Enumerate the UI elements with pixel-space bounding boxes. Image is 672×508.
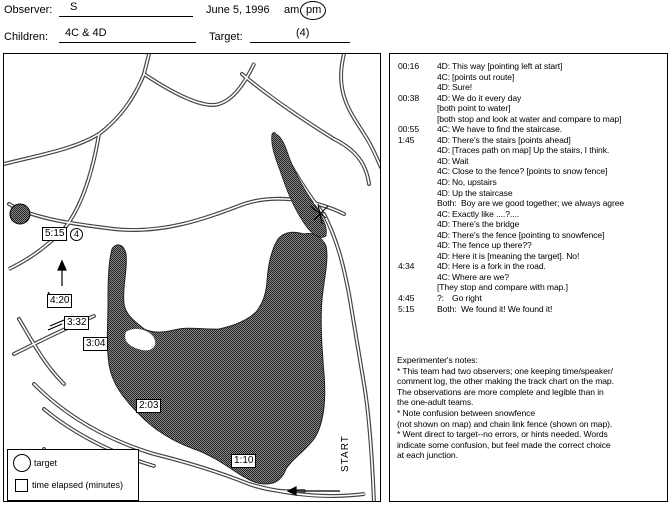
log-text: Up the staircase: [452, 187, 513, 198]
log-time: 00:55: [398, 124, 420, 135]
log-speaker: 4D:: [437, 261, 451, 272]
log-text: There's the bridge: [452, 219, 520, 230]
notes-line: at each junction.: [397, 450, 458, 461]
log-text: Where are we?: [452, 271, 509, 282]
log-row: [390, 240, 668, 251]
log-speaker: 4D:: [437, 145, 451, 156]
log-speaker: 4D:: [437, 187, 451, 198]
log-row: [390, 82, 668, 93]
target-label: Target:: [209, 31, 243, 43]
log-row: [390, 272, 668, 283]
log-row: [390, 209, 668, 220]
target-underline: [250, 42, 350, 43]
log-speaker: 4C:: [437, 166, 451, 177]
map-legend: [7, 449, 139, 501]
log-row: [390, 251, 668, 262]
log-row: [390, 304, 668, 315]
log-row: [390, 114, 668, 125]
log-speaker: 4C:: [437, 208, 451, 219]
log-speaker: 4D:: [437, 61, 451, 71]
log-row: [390, 72, 668, 83]
target-value: (4): [296, 27, 310, 39]
notes-line: (not shown on map) and chain link fence (shown on map).: [397, 418, 613, 429]
log-row: [390, 156, 668, 167]
legend-time-label: time elapsed (minutes): [32, 480, 124, 490]
log-text: Here is a fork in the road.: [452, 261, 546, 272]
log-speaker: 4C:: [437, 124, 451, 135]
log-time: 00:38: [398, 92, 420, 103]
pm-text: pm: [306, 4, 322, 16]
log-text: Here it is [meaning the target]. No!: [452, 250, 580, 261]
log-row: [390, 124, 668, 135]
observer-label: Observer:: [4, 4, 53, 16]
log-text: No, upstairs: [452, 177, 497, 188]
log-text: Go right: [452, 293, 482, 304]
log-row: [390, 282, 668, 293]
children-underline: [59, 42, 196, 43]
notes-line: * Note confusion between snowfence: [397, 407, 536, 418]
log-speaker: 4D:: [437, 240, 451, 251]
date-text: June 5, 1996: [206, 4, 270, 16]
notes-line: The observations are more complete and legible than in: [397, 386, 604, 397]
log-time: 4:45: [398, 293, 415, 304]
legend-target-icon: [13, 454, 31, 472]
log-row: [390, 293, 668, 304]
children-label: Children:: [4, 31, 49, 43]
log-speaker: 4D:: [437, 134, 451, 145]
log-text: The fence up there??: [452, 240, 532, 251]
notes-line: the one-adult teams.: [397, 397, 474, 408]
log-row: [390, 103, 668, 114]
log-row: [390, 177, 668, 188]
log-text: [both stop and look at water and compare to map]: [437, 113, 622, 124]
children-value: 4C & 4D: [65, 27, 107, 39]
log-speaker: 4C:: [437, 71, 451, 82]
log-row: [390, 219, 668, 230]
log-row: [390, 198, 668, 209]
log-speaker: 4D:: [437, 92, 451, 103]
start-label: START: [340, 435, 351, 472]
time-box-515: 5:15: [42, 227, 67, 241]
log-text: Close to the fence? [points to snow fence]: [452, 166, 608, 177]
log-speaker: 4D:: [437, 155, 451, 166]
observer-value: S: [70, 1, 78, 13]
target-marker-icon: [10, 204, 30, 224]
stream: [272, 134, 327, 238]
log-row: [390, 230, 668, 241]
target-number-circle: [70, 228, 83, 241]
log-speaker: Both:: [437, 198, 457, 209]
log-list: [390, 61, 668, 314]
notes-line: comment log, the other making the track chart on the map.: [397, 376, 614, 387]
log-text: Wait: [452, 155, 469, 166]
log-row: [390, 145, 668, 156]
log-row: [390, 61, 668, 72]
log-text: [Traces path on map] Up the stairs, I think.: [452, 145, 610, 156]
observer-underline: [59, 16, 193, 17]
time-box-332: 3:32: [64, 316, 89, 330]
log-text: We have to find the staircase.: [452, 124, 563, 135]
log-text: Exactly like ....?....: [452, 208, 520, 219]
notes-line: * Went direct to target--no errors, or hints needed. Words: [397, 429, 608, 440]
log-row: [390, 261, 668, 272]
log-speaker: 4C:: [437, 271, 451, 282]
log-speaker: 4D:: [437, 82, 451, 93]
log-text: There's the stairs [points ahead]: [452, 134, 571, 145]
log-time: 00:16: [398, 61, 420, 71]
time-box-304: 3:04: [83, 337, 108, 351]
log-text: [both point to water]: [437, 103, 511, 114]
lake: [107, 232, 327, 484]
time-box-420: 4:20: [47, 294, 72, 308]
log-text: There's the fence [pointing to snowfence]: [452, 229, 605, 240]
am-text: am: [284, 4, 300, 16]
log-speaker: ?:: [437, 293, 444, 304]
pm-circle: [300, 1, 326, 20]
experimenter-notes: [397, 355, 665, 461]
legend-target-label: target: [34, 458, 58, 468]
log-text: Sure!: [452, 82, 473, 93]
log-text: [They stop and compare with map.]: [437, 282, 568, 293]
log-time: 4:34: [398, 261, 415, 272]
target-number: 4: [73, 229, 79, 239]
time-box-110: 1:10: [231, 454, 256, 468]
log-text: Boy are we good together; we always agree: [461, 198, 625, 209]
log-text: We found it! We found it!: [461, 303, 553, 314]
log-speaker: 4D:: [437, 177, 451, 188]
log-time: 5:15: [398, 303, 415, 314]
log-row: [390, 188, 668, 199]
notes-line: * This team had two observers; one keeping time/speaker/: [397, 365, 613, 376]
log-speaker: 4D:: [437, 250, 451, 261]
log-time: 1:45: [398, 134, 415, 145]
time-box-203: 2:03: [136, 399, 161, 413]
log-text: This way [pointing left at start]: [452, 61, 563, 71]
map-drawing: [4, 54, 381, 502]
notes-heading: Experimenter's notes:: [397, 355, 478, 365]
log-row: [390, 135, 668, 146]
log-row: [390, 166, 668, 177]
log-speaker: Both:: [437, 303, 457, 314]
log-speaker: 4D:: [437, 219, 451, 230]
map-panel: [3, 53, 381, 502]
notes-line: indicate some confusion, but feel made the correct choice: [397, 439, 611, 450]
log-text: [points out route]: [452, 71, 515, 82]
log-row: [390, 93, 668, 104]
log-panel: [389, 53, 668, 502]
legend-time-box-icon: [15, 479, 28, 492]
log-speaker: 4D:: [437, 229, 451, 240]
log-text: We do it every day: [452, 92, 522, 103]
